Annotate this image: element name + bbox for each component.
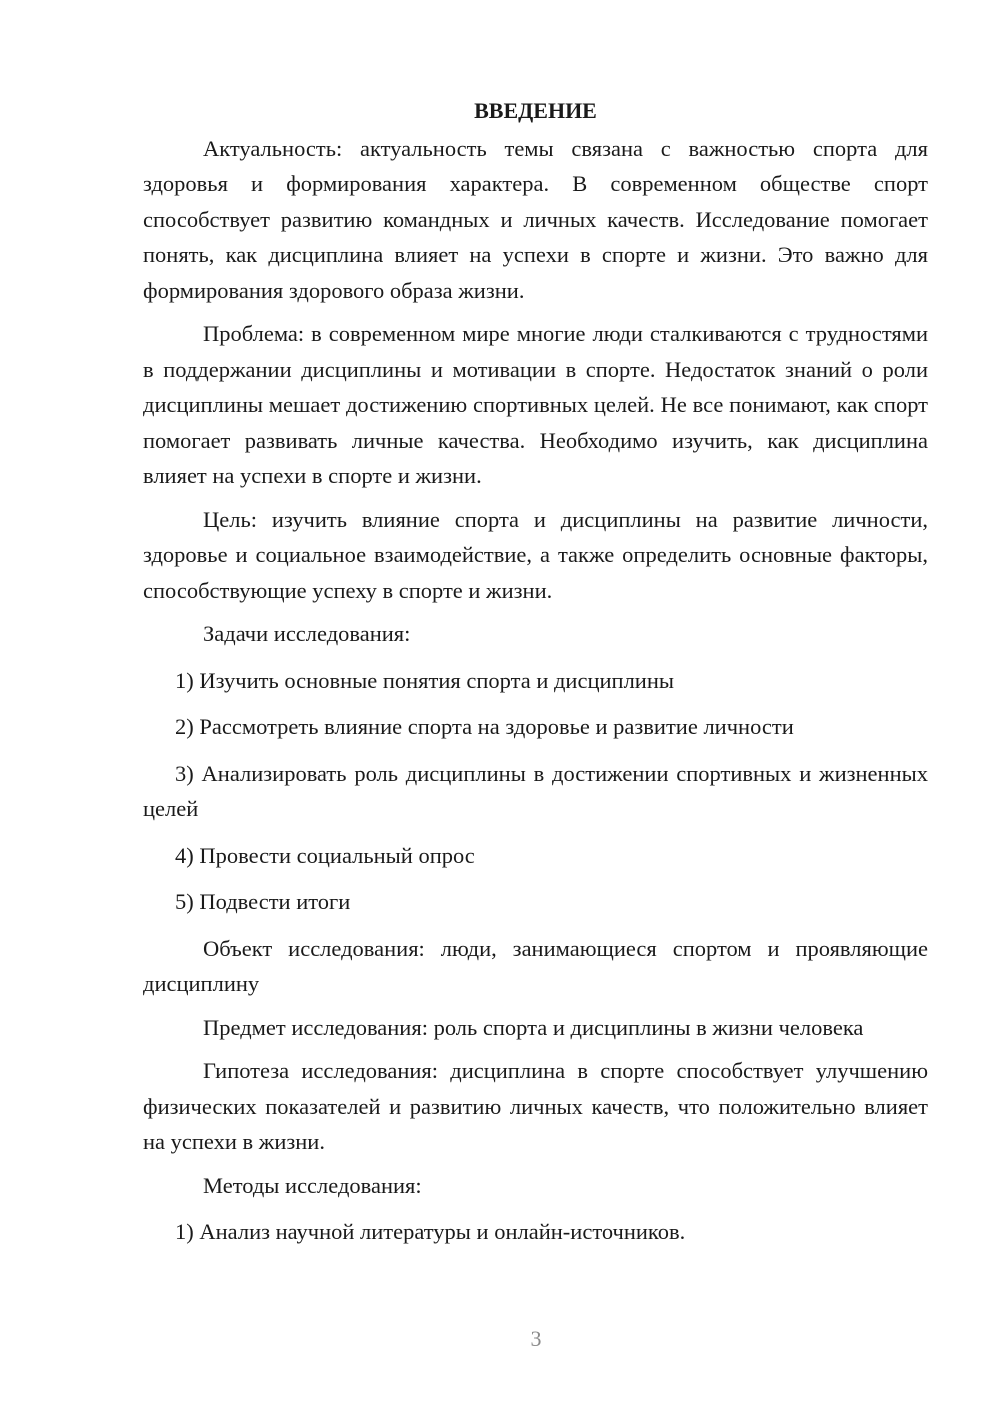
task-item-4: 4) Провести социальный опрос [175, 842, 475, 868]
relevance-paragraph: Актуальность: актуальность темы связана с важностью спорта для здоровья и формирования характера. В современном обществе спорт способствует развитию командных и личных качеств. Исследование помогает понять, как дисциплина влияет на успехи в спорте и жизни. Это важно для формирования здорового образа жизни. [143, 135, 928, 303]
task-item-3: 3) Анализировать роль дисциплины в достижении спортивных и жизненных целей [143, 760, 928, 821]
method-item-1: 1) Анализ научной литературы и онлайн-источников. [175, 1219, 686, 1244]
page-content [143, 93, 928, 1261]
task-item-1: 1) Изучить основные понятия спорта и дисциплины [175, 667, 675, 693]
methods-title: Методы исследования: [203, 1172, 422, 1198]
task-item-2: 2) Рассмотреть влияние спорта на здоровье и развитие личности [175, 714, 794, 739]
subject-paragraph: Предмет исследования: роль спорта и дисциплины в жизни человека [203, 1014, 864, 1040]
goal-paragraph: Цель: изучить влияние спорта и дисциплины на развитие личности, здоровье и социальное взаимодействие, а также определить основные факторы, способствующие успеху в спорте и жизни. [143, 506, 928, 603]
section-heading: ВВЕДЕНИЕ [474, 98, 597, 123]
task-item-5: 5) Подвести итоги [175, 889, 351, 914]
tasks-title: Задачи исследования: [203, 621, 411, 646]
page-number: 3 [530, 1326, 542, 1351]
hypothesis-paragraph: Гипотеза исследования: дисциплина в спорте способствует улучшению физических показателей и развитию личных качеств, что положительно влияет на успехи в жизни. [143, 1058, 928, 1154]
problem-paragraph: Проблема: в современном мире многие люди сталкиваются с трудностями в поддержании дисциплины и мотивации в спорте. Недостаток знаний о роли дисциплины мешает достижению спортивных целей. Не все понимают, как спорт помогает развивать личные качества. Необходимо изучить, как дисциплина влияет на успехи в спорте и жизни. [143, 321, 928, 488]
object-paragraph: Объект исследования: люди, занимающиеся спортом и проявляющие дисциплину [143, 935, 928, 996]
